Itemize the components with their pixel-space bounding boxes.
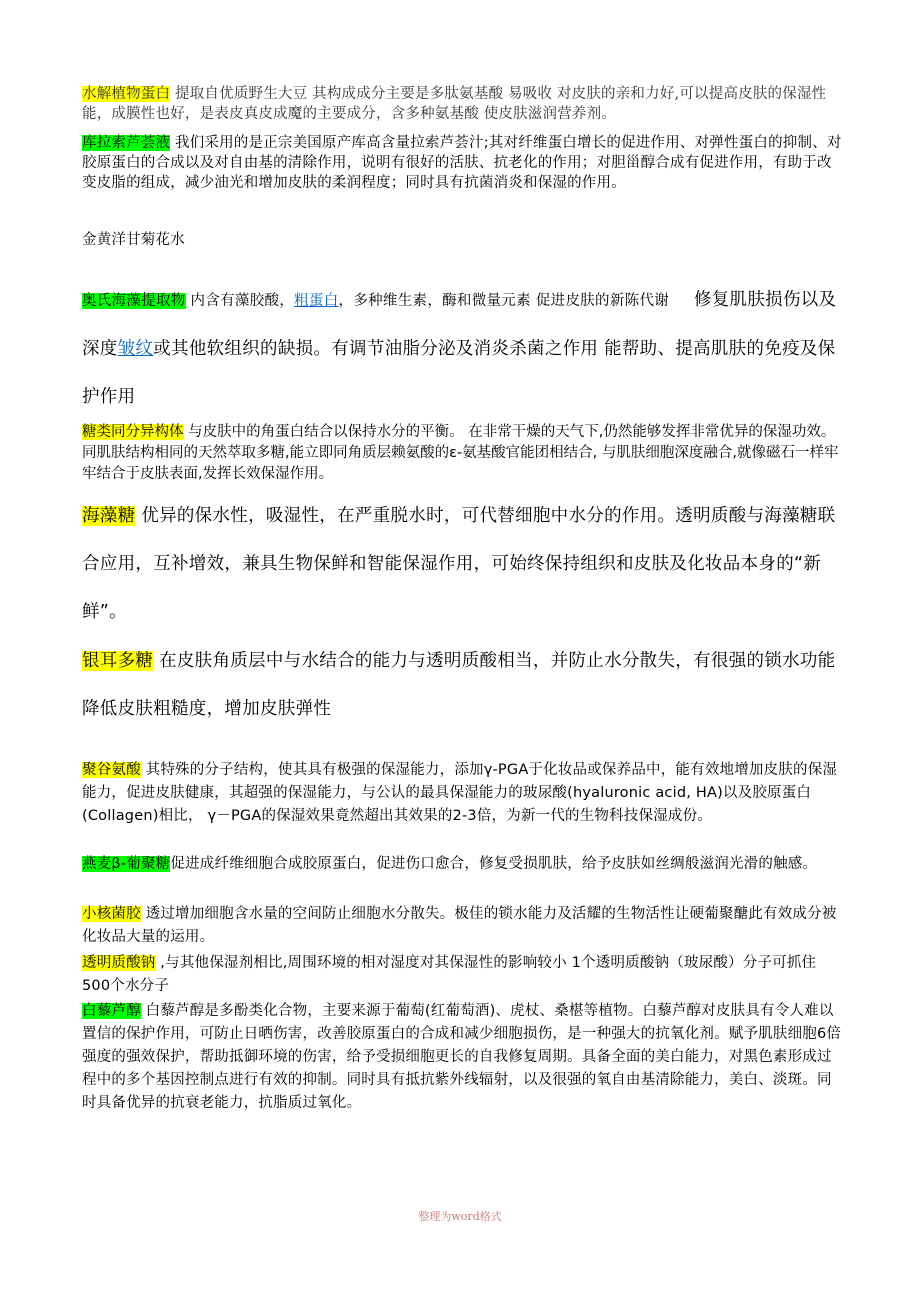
section-text-post: 或其他软组织的缺损。有调节油脂分泌及消炎杀菌之作用 能帮助、提高肌肤的免疫及保护作用 xyxy=(82,339,836,407)
section-text: 提取自优质野生大豆 其构成成分主要是多肽氨基酸 易吸收 对皮肤的亲和力好,可以提高皮肤的保湿性能，成膜性也好，是表皮真皮成魔的主要成分，含多种氨基酸 使皮肤滋润营养剂。 xyxy=(82,86,827,122)
section-trehalose xyxy=(82,492,842,636)
section-text: 其特殊的分子结构，使其具有极强的保湿能力，添加γ-PGA于化妆品或保养品中，能有效地增加皮肤的保湿能力，促进皮肤健康，其超强的保湿能力，与公认的最具保湿能力的玻尿酸(hyaluronic acid, HA)以及胶原蛋白(Collagen)相比， γ－PGA的保湿效果竟然超出其效果的2-3倍，为新一代的生物科技保湿成份。 xyxy=(82,762,838,824)
section-text: ,与其他保湿剂相比,周围环境的相对湿度对其保湿性的影响较小 1个透明质酸钠（玻尿酸）分子可抓住500个水分子 xyxy=(82,955,817,994)
section-text-pre: 内含有藻胶酸， xyxy=(185,293,295,309)
term-label: 奥氏海藻提取物 xyxy=(82,293,186,309)
section-text-mid: ，多种维生素，酶和微量元素 促进皮肤的新陈代谢 xyxy=(338,293,674,309)
term-label: 小核菌胶 xyxy=(82,906,141,922)
term-label: 金黄洋甘菊花水 xyxy=(82,232,185,248)
term-label: 糖类同分异构体 xyxy=(82,424,184,440)
section-text: 优异的保水性，吸湿性，在严重脱水时，可代替细胞中水分的作用。透明质酸与海藻糖联合应用，互补增效，兼具生物保鲜和智能保湿作用，可始终保持组织和皮肤及化妆品本身的“新鲜”。 xyxy=(82,506,836,622)
section-hydrolyzed-plant-protein xyxy=(82,84,842,124)
section-text: 白藜芦醇是多酚类化合物，主要来源于葡萄(红葡萄酒)、虎杖、桑椹等植物。白藜芦醇对皮肤具有令人难以置信的保护作用，可防止日晒伤害，改善胶原蛋白的合成和减少细胞损伤，是一种强大的抗氧化剂。赋予肌肤细胞6倍强度的强效保护，帮助抵御环境的伤害，给予受损细胞更长的自我修复周期。具备全面的美白能力，对黑色素形成过程中的多个基因控制点进行有效的抑制。同时具有抵抗紫外线辐射，以及很强的氧自由基清除能力，美白、淡斑。同时具备优异的抗衰老能力，抗脂质过氧化。 xyxy=(82,1003,842,1111)
term-label: 透明质酸钠 xyxy=(82,955,156,971)
term-label: 聚谷氨酸 xyxy=(82,762,141,778)
section-text: 与皮肤中的角蛋白结合以保持水分的平衡。 在非常干燥的天气下,仍然能够发挥非常优异的保湿功效。 同肌肤结构相同的天然萃取多糖,能立即同角质层赖氨酸的ε-氨基酸官能团相结合, 与肌肤细胞深度融合,就像磁石一样牢牢结合于皮肤表面,发挥长效保湿作用。 xyxy=(82,424,839,482)
section-sugar-isomer xyxy=(82,422,842,485)
term-label: 水解植物蛋白 xyxy=(82,86,171,102)
section-chamomile-water xyxy=(82,230,842,250)
section-text: 促进成纤维细胞合成胶原蛋白，促进伤口愈合，修复受损肌肤，给予皮肤如丝绸般滋润光滑的触感。 xyxy=(170,856,818,872)
term-label: 燕麦β-葡聚糖 xyxy=(82,856,171,872)
section-text: 在皮肤角质层中与水结合的能力与透明质酸相当，并防止水分散失，有很强的锁水功能 降低皮肤粗糙度，增加皮肤弹性 xyxy=(82,651,836,719)
crude-protein-link[interactable]: 粗蛋白 xyxy=(294,293,339,309)
section-seaweed-extract xyxy=(82,276,842,421)
term-label: 银耳多糖 xyxy=(82,651,154,671)
wrinkle-link[interactable]: 皱纹 xyxy=(117,339,154,359)
section-resveratrol xyxy=(82,1000,842,1115)
section-sodium-hyaluronate xyxy=(82,952,842,998)
term-label: 库拉索芦荟液 xyxy=(82,135,171,151)
section-oat-beta-glucan xyxy=(82,853,842,876)
section-tremella-polysaccharide xyxy=(82,637,842,733)
section-text: 透过增加细胞含水量的空间防止细胞水分散失。极佳的锁水能力及活耀的生物活性让硬葡聚醣此有效成分被化妆品大量的运用。 xyxy=(82,906,837,945)
section-text: 我们采用的是正宗美国原产库高含量拉索芦荟汁;其对纤维蛋白增长的促进作用、对弹性蛋白的抑制、对胶原蛋白的合成以及对自由基的清除作用，说明有很好的活肤、抗老化的作用；对胆甾醇合成有促进作用，有助于改变皮脂的组成，减少油光和增加皮肤的柔润程度；同时具有抗菌消炎和保湿的作用。 xyxy=(82,135,842,191)
term-label: 白藜芦醇 xyxy=(82,1003,141,1019)
section-sclerotium-gum xyxy=(82,903,842,949)
section-polyglutamic-acid xyxy=(82,759,842,828)
page-footer: 整理为word格式 xyxy=(418,1210,502,1223)
term-label: 海藻糖 xyxy=(82,506,136,526)
section-curacao-aloe xyxy=(82,133,842,193)
section-text-line2: 修复肌肤损伤以及深度 xyxy=(82,290,837,359)
